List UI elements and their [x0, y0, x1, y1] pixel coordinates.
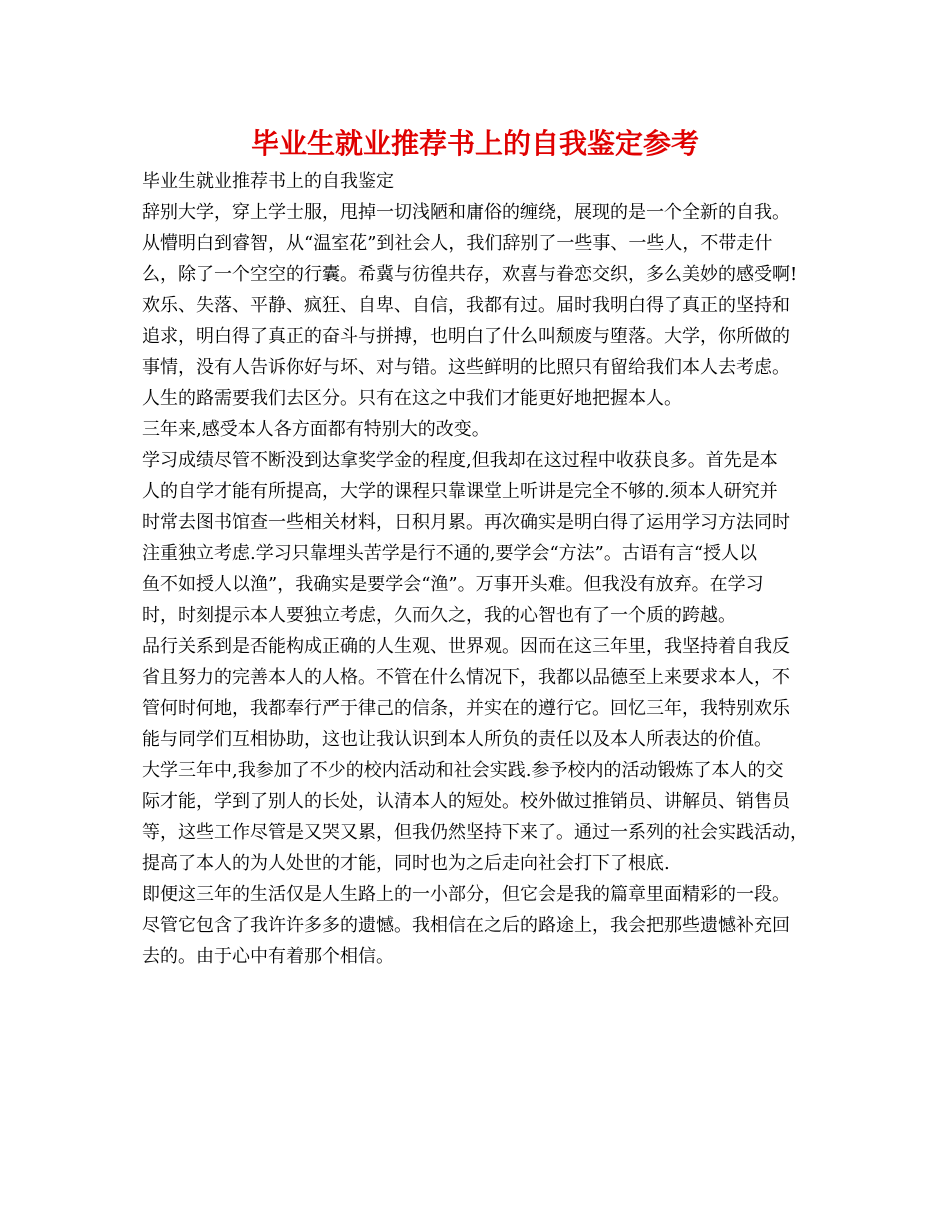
document-title: 毕业生就业推荐书上的自我鉴定参考 [250, 127, 699, 160]
body-line: 欢乐、失落、平静、疯狂、自卑、自信，我都有过。届时我明白得了真正的坚持和 [142, 295, 790, 316]
body-line: 事情，没有人告诉你好与坏、对与错。这些鲜明的比照只有留给我们本人去考虑。 [142, 357, 790, 378]
document-body [142, 166, 814, 972]
body-line: 省且努力的完善本人的人格。不管在什么情况下，我都以品德至上来要求本人，不 [142, 667, 790, 688]
body-line: 能与同学们互相协助，这也让我认识到本人所负的责任以及本人所表达的价值。 [142, 729, 772, 750]
body-line: 学习成绩尽管不断没到达拿奖学金的程度,但我却在这过程中收获良多。首先是本 [142, 450, 778, 471]
body-line: 时，时刻提示本人要独立考虑，久而久之，我的心智也有了一个质的跨越。 [142, 605, 736, 626]
body-line: 际才能，学到了别人的长处，认清本人的短处。校外做过推销员、讲解员、销售员 [142, 791, 790, 812]
body-line: 时常去图书馆查一些相关材料，日积月累。再次确实是明白得了运用学习方法同时 [142, 512, 790, 533]
body-line: 管何时何地，我都奉行严于律己的信条，并实在的遵行它。回忆三年，我特别欢乐 [142, 698, 790, 719]
body-line: 即便这三年的生活仅是人生路上的一小部分，但它会是我的篇章里面精彩的一段。 [142, 884, 790, 905]
body-line: 追求，明白得了真正的奋斗与拼搏，也明白了什么叫颓废与堕落。大学，你所做的 [142, 326, 790, 347]
body-line: 毕业生就业推荐书上的自我鉴定 [142, 171, 394, 192]
body-line: 三年来,感受本人各方面都有特别大的改变。 [142, 419, 490, 440]
body-line: 品行关系到是否能构成正确的人生观、世界观。因而在这三年里，我坚持着自我反 [142, 636, 790, 657]
body-line: 提高了本人的为人处世的才能，同时也为之后走向社会打下了根底. [142, 853, 670, 874]
body-line: 去的。由于心中有着那个相信。 [142, 946, 394, 967]
body-line: 人生的路需要我们去区分。只有在这之中我们才能更好地把握本人。 [142, 388, 682, 409]
body-line: 辞别大学，穿上学士服，甩掉一切浅陋和庸俗的缠绕，展现的是一个全新的自我。 [142, 202, 790, 223]
body-line: 大学三年中,我参加了不少的校内活动和社会实践.参予校内的活动锻炼了本人的交 [142, 760, 784, 781]
body-line: 等，这些工作尽管是又哭又累，但我仍然坚持下来了。通过一系列的社会实践活动， [142, 822, 808, 843]
body-line: 尽管它包含了我许许多多的遗憾。我相信在之后的路途上，我会把那些遗憾补充回 [142, 915, 790, 936]
body-line: 鱼不如授人以渔”，我确实是要学会“渔”。万事开头难。但我没有放弃。在学习 [142, 574, 764, 595]
body-line: 人的自学才能有所提高，大学的课程只靠课堂上听讲是完全不够的.须本人研究并 [142, 481, 778, 502]
body-line: 从懵明白到睿智，从“温室花”到社会人，我们辞别了一些事、一些人，不带走什 [142, 233, 773, 254]
body-line: 注重独立考虑.学习只靠埋头苦学是行不通的,要学会“方法”。古语有言“授人以 [142, 543, 758, 564]
body-line: 么，除了一个空空的行囊。希冀与彷徨共存，欢喜与眷恋交织，多么美妙的感受啊! [142, 264, 798, 285]
